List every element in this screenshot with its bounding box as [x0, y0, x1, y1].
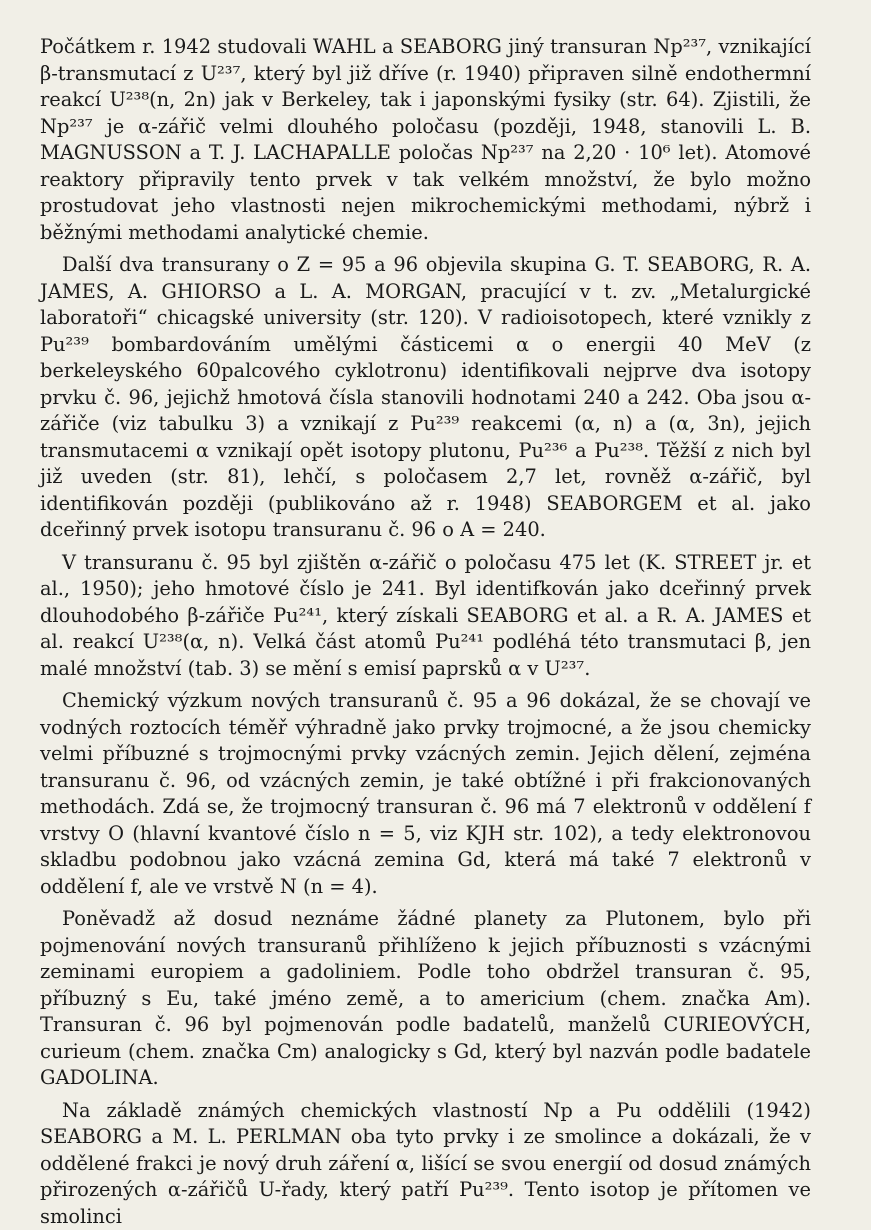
- paragraph-wahl-seaborg-np237: Počátkem r. 1942 studovali WAHL a SEABORG jiný transuran Np²³⁷, vznikající β-transmutací z U²³⁷, který byl již dříve (r. 1940) připraven silně endothermní reakcí U²³⁸(n, 2n) jak v Berkeley, tak i japonskými fysiky (str. 64). Zjistili, že Np²³⁷ je α-zářič velmi dlouhého poločasu (později, 1948, stanovili L. B. MAGNUSSON a T. J. LACHAPALLE poločas Np²³⁷ na 2,20 · 10⁶ let). Atomové reaktory připravily tento prvek v tak velkém množství, že bylo možno prostudovat jeho vlastnosti nejen mikrochemickými methodami, nýbrž i běžnými methodami analytické chemie.: [40, 34, 811, 246]
- paragraph-naming-americium-curium: Poněvadž až dosud neznáme žádné planety za Plutonem, bylo při pojmenování nových transuranů přihlíženo k jejich příbuznosti s vzácnými zeminami europiem a gadoliniem. Podle toho obdržel transuran č. 95, příbuzný s Eu, také jméno země, a to americium (chem. značka Am). Transuran č. 96 byl pojmenován podle badatelů, manželů CURIEOVÝCH, curieum (chem. značka Cm) analogicky s Gd, který byl nazván podle badatele GADOLINA.: [40, 906, 811, 1092]
- paragraph-transurans-95-96-discovery: Další dva transurany o Z = 95 a 96 objevila skupina G. T. SEABORG, R. A. JAMES, A. GHIORSO a L. A. MORGAN, pracující v t. zv. „Metalurgické laboratoři“ chicagské university (str. 120). V radioisotopech, které vznikly z Pu²³⁹ bombardováním umělými částicemi α o energii 40 MeV (z berkeleyského 60palcového cyklotronu) identifikovali nejprve dva isotopy prvku č. 96, jejichž hmotová čísla stanovili hodnotami 240 a 242. Oba jsou α-zářiče (viz tabulku 3) a vznikají z Pu²³⁹ reakcemi (α, n) a (α, 3n), jejich transmutacemi α vznikají opět isotopy plutonu, Pu²³⁶ a Pu²³⁸. Těžší z nich byl již uveden (str. 81), lehčí, s poločasem 2,7 let, rovněž α-zářič, byl identifikován později (publikováno až r. 1948) SEABORGEM et al. jako dceřinný prvek isotopu transuranu č. 96 o A = 240.: [40, 252, 811, 544]
- paragraph-chemical-research: Chemický výzkum nových transuranů č. 95 a 96 dokázal, že se chovají ve vodných roztocích téměř výhradně jako prvky trojmocné, a že jsou chemicky velmi příbuzné s trojmocnými prvky vzácných zemin. Jejich dělení, zejména transuranu č. 96, od vzácných zemin, je také obtížné i při frakcionovaných methodách. Zdá se, že trojmocný transuran č. 96 má 7 elektronů v oddělení f vrstvy O (hlavní kvantové číslo n = 5, viz KJH str. 102), a tedy elektronovou skladbu podobnou jako vzácná zemina Gd, která má také 7 elektronů v oddělení f, ale ve vrstvě N (n = 4).: [40, 688, 811, 900]
- paragraph-seaborg-perlman-pitchblende: Na základě známých chemických vlastností Np a Pu oddělili (1942) SEABORG a M. L. PERLMAN oba tyto prvky i ze smolince a dokázali, že v oddělené frakci je nový druh záření α, lišící se svou energií od dosud známých přirozených α-zářičů U-řady, který patří Pu²³⁹. Tento isotop je přítomen ve smolinci: [40, 1098, 811, 1230]
- paragraph-transuran-95-alpha-emitter: V transuranu č. 95 byl zjištěn α-zářič o poločasu 475 let (K. STREET jr. et al., 1950); jeho hmotové číslo je 241. Byl identifkován jako dceřinný prvek dlouhodobého β-zářiče Pu²⁴¹, který získali SEABORG et al. a R. A. JAMES et al. reakcí U²³⁸(α, n). Velká část atomů Pu²⁴¹ podléhá této transmutaci β, jen malé množství (tab. 3) se mění s emisí paprsků α v U²³⁷.: [40, 550, 811, 683]
